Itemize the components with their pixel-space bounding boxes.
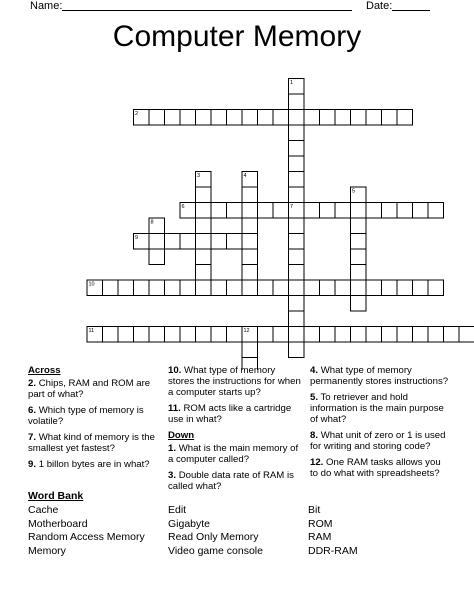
grid-cell[interactable] <box>196 327 212 343</box>
word-bank-title: Word Bank <box>28 490 84 502</box>
grid-cell[interactable] <box>397 280 413 296</box>
grid-cell[interactable] <box>351 327 367 343</box>
grid-cell[interactable] <box>304 327 320 343</box>
grid-cell[interactable] <box>242 342 258 358</box>
grid-cell[interactable] <box>180 110 196 126</box>
grid-cell[interactable] <box>211 203 227 219</box>
grid-clue-number: 10 <box>88 281 95 288</box>
clue-down-3: 3. Double data rate of RAM is called what? <box>168 470 294 492</box>
grid-cell[interactable] <box>180 327 196 343</box>
grid-cell[interactable] <box>459 327 474 343</box>
grid-cell[interactable] <box>273 327 289 343</box>
page-title: Computer Memory <box>112 20 362 53</box>
grid-cell[interactable] <box>196 280 212 296</box>
grid-cell[interactable] <box>382 110 398 126</box>
grid-clue-number: 12 <box>243 328 250 334</box>
grid-cell[interactable] <box>304 280 320 296</box>
grid-cell[interactable] <box>351 203 367 219</box>
grid-cell[interactable] <box>289 265 305 281</box>
grid-cell[interactable] <box>211 280 227 296</box>
word-bank-item: RAM <box>308 531 332 543</box>
clue-down-1: 1. What is the main memory of a computer called? <box>168 443 299 465</box>
grid-cell[interactable] <box>289 296 305 312</box>
grid-cell[interactable] <box>444 327 460 343</box>
grid-cell[interactable] <box>335 203 351 219</box>
word-bank-item: Gigabyte <box>168 517 211 530</box>
grid-cell[interactable] <box>242 218 258 234</box>
grid-cell[interactable] <box>289 141 305 157</box>
word-bank-column-3 <box>308 504 358 558</box>
grid-cell[interactable] <box>304 203 320 219</box>
grid-cell[interactable] <box>351 110 367 126</box>
grid-cell[interactable] <box>366 110 382 126</box>
grid-cell[interactable] <box>227 234 243 250</box>
grid-cell[interactable] <box>196 203 212 219</box>
clues-column-1 <box>28 365 160 475</box>
grid-cell[interactable] <box>289 156 305 172</box>
grid-cell[interactable] <box>397 327 413 343</box>
grid-cell[interactable] <box>382 280 398 296</box>
grid-cell[interactable] <box>289 249 305 265</box>
grid-clue-number: 7 <box>290 204 294 210</box>
grid-cell[interactable] <box>289 311 305 327</box>
clue-across-10: 10. What type of memory stores the instructions for when a computer starts up? <box>168 365 301 398</box>
grid-cell[interactable] <box>289 125 305 141</box>
grid-cell[interactable] <box>196 110 212 126</box>
grid-cell[interactable] <box>258 203 274 219</box>
grid-cell[interactable] <box>242 110 258 126</box>
grid-cell[interactable] <box>196 218 212 234</box>
grid-cell[interactable] <box>118 327 134 343</box>
word-bank-item: Bit <box>308 504 321 516</box>
grid-cell[interactable] <box>242 265 258 281</box>
grid-cell[interactable] <box>227 203 243 219</box>
date-label: Date: <box>366 0 393 12</box>
down-heading: Down <box>168 430 195 441</box>
grid-cell[interactable] <box>149 234 165 250</box>
name-label: Name: <box>30 0 63 12</box>
grid-cell[interactable] <box>320 110 336 126</box>
grid-cell[interactable] <box>149 249 165 265</box>
grid-clue-number: 3 <box>197 173 201 179</box>
word-bank-item: ROM <box>308 517 333 530</box>
grid-cell[interactable] <box>227 327 243 343</box>
grid-cell[interactable] <box>273 280 289 296</box>
grid-cell[interactable] <box>351 218 367 234</box>
grid-cell[interactable] <box>428 327 444 343</box>
grid-cell[interactable] <box>165 110 181 126</box>
grid-cell[interactable] <box>320 327 336 343</box>
grid-cell[interactable] <box>335 327 351 343</box>
grid-cell[interactable] <box>258 110 274 126</box>
grid-cell[interactable] <box>335 280 351 296</box>
clue-across-7: 7. What kind of memory is the smallest yet fastest? <box>28 432 155 454</box>
grid-cell[interactable] <box>196 249 212 265</box>
clue-down-5: 5. To retriever and hold information is the main purpose of what? <box>310 392 444 425</box>
grid-cell[interactable] <box>273 110 289 126</box>
grid-cell[interactable] <box>242 280 258 296</box>
grid-cell[interactable] <box>366 203 382 219</box>
grid-cell[interactable] <box>289 110 305 126</box>
grid-cell[interactable] <box>196 234 212 250</box>
grid-cell[interactable] <box>165 234 181 250</box>
grid-clue-number: 1 <box>290 80 294 86</box>
grid-cell[interactable] <box>180 280 196 296</box>
word-bank-item: DDR-RAM <box>308 544 358 557</box>
clues-column-2 <box>168 365 302 497</box>
grid-cell[interactable] <box>304 110 320 126</box>
grid-cell[interactable] <box>165 280 181 296</box>
grid-cell[interactable] <box>242 187 258 203</box>
grid-cell[interactable] <box>289 94 305 110</box>
grid-cell[interactable] <box>211 327 227 343</box>
clue-across-6: 6. Which type of memory is volatile? <box>28 405 144 427</box>
grid-cell[interactable] <box>227 280 243 296</box>
grid-cell[interactable] <box>289 342 305 358</box>
grid-cell[interactable] <box>103 327 119 343</box>
grid-cell[interactable] <box>320 280 336 296</box>
grid-cell[interactable] <box>397 203 413 219</box>
grid-cell[interactable] <box>289 234 305 250</box>
grid-cell[interactable] <box>289 187 305 203</box>
grid-cell[interactable] <box>134 280 150 296</box>
grid-cell[interactable] <box>366 280 382 296</box>
word-bank-item: Video game console <box>168 544 263 557</box>
grid-cell[interactable] <box>382 327 398 343</box>
grid-clue-number: 6 <box>181 204 185 210</box>
clue-across-9: 9. 1 billon bytes are in what? <box>28 459 150 470</box>
grid-cell[interactable] <box>196 265 212 281</box>
grid-clue-number: 4 <box>243 173 247 179</box>
grid-cell[interactable] <box>165 327 181 343</box>
clue-down-12: 12. One RAM tasks allows you to do what with spreadsheets? <box>310 457 441 479</box>
grid-cell[interactable] <box>351 265 367 281</box>
grid-cell[interactable] <box>289 280 305 296</box>
clue-across-11: 11. ROM acts like a cartridge use in what? <box>168 403 292 425</box>
grid-cell[interactable] <box>413 327 429 343</box>
grid-cell[interactable] <box>258 327 274 343</box>
grid-cell[interactable] <box>289 172 305 188</box>
grid-cell[interactable] <box>320 203 336 219</box>
grid-cell[interactable] <box>289 218 305 234</box>
grid-cell[interactable] <box>180 234 196 250</box>
grid-cell[interactable] <box>351 280 367 296</box>
word-bank-item: Motherboard <box>28 517 88 530</box>
grid-cell[interactable] <box>242 249 258 265</box>
grid-cell[interactable] <box>258 280 274 296</box>
grid-cell[interactable] <box>196 187 212 203</box>
grid-cell[interactable] <box>351 296 367 312</box>
grid-clue-number: 5 <box>352 188 356 195</box>
grid-clue-number: 2 <box>135 111 139 117</box>
grid-cell[interactable] <box>289 327 305 343</box>
word-bank-item: Memory <box>28 544 66 557</box>
grid-cell[interactable] <box>211 110 227 126</box>
word-bank-item: Random Access Memory <box>28 531 145 543</box>
grid-cell[interactable] <box>273 203 289 219</box>
word-bank-item: Edit <box>168 504 187 516</box>
grid-cell[interactable] <box>149 327 165 343</box>
grid-clue-number: 11 <box>88 328 95 334</box>
grid-cell[interactable] <box>397 110 413 126</box>
clue-down-4: 4. What type of memory permanently stores instructions? <box>310 365 449 387</box>
grid-cell[interactable] <box>103 280 119 296</box>
grid-cell[interactable] <box>118 280 134 296</box>
grid-cell[interactable] <box>413 280 429 296</box>
word-bank-item: Read Only Memory <box>168 531 259 543</box>
grid-cell[interactable] <box>149 280 165 296</box>
word-bank-column-1 <box>28 504 145 558</box>
grid-clue-number: 9 <box>135 235 139 241</box>
grid-cell[interactable] <box>227 110 243 126</box>
word-bank-column-2 <box>168 504 263 558</box>
across-heading: Across <box>28 365 61 376</box>
grid-cell[interactable] <box>366 327 382 343</box>
grid-cell[interactable] <box>242 234 258 250</box>
grid-cell[interactable] <box>428 203 444 219</box>
grid-cell[interactable] <box>428 280 444 296</box>
grid-cell[interactable] <box>335 110 351 126</box>
grid-cell[interactable] <box>382 203 398 219</box>
clue-down-8: 8. What unit of zero or 1 is used for writing and storing code? <box>310 430 446 452</box>
grid-cell[interactable] <box>211 234 227 250</box>
clues-column-3 <box>310 365 450 484</box>
word-bank-item: Cache <box>28 504 59 516</box>
grid-cell[interactable] <box>351 249 367 265</box>
clue-across-2: 2. Chips, RAM and ROM are part of what? <box>28 378 151 400</box>
grid-cell[interactable] <box>134 327 150 343</box>
grid-cell[interactable] <box>351 234 367 250</box>
grid-cell[interactable] <box>413 203 429 219</box>
grid-cell[interactable] <box>149 110 165 126</box>
grid-cell[interactable] <box>242 203 258 219</box>
grid-clue-number: 8 <box>150 219 154 226</box>
